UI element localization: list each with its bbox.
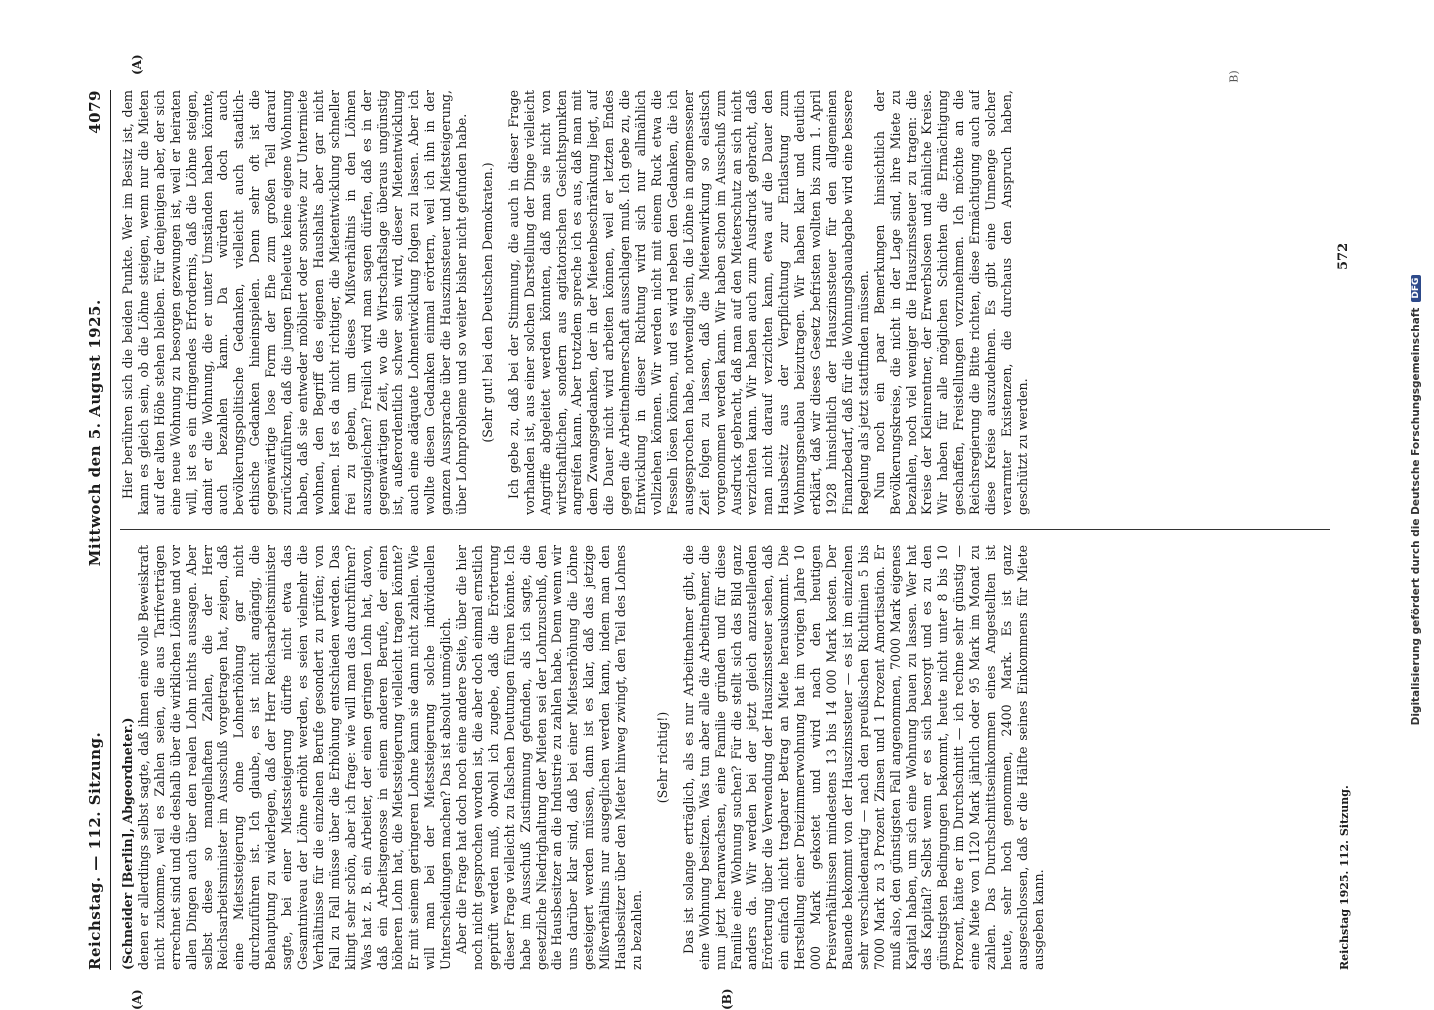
- interjection: (Sehr gut! bei den Deutschen Demokraten.): [480, 90, 496, 515]
- speaker-line: (Schneider [Berlin], Abgeordneter.): [120, 545, 136, 970]
- margin-marker-a-left: (A): [130, 989, 144, 1010]
- running-head-date: Mittwoch den 5. August 1925.: [86, 299, 104, 566]
- footer-left: Reichstag 1925. 112. Sitzung.: [1338, 785, 1351, 970]
- running-head-page: 4079: [86, 90, 104, 134]
- paragraph: Hier berühren sich die beiden Punkte. Wer im Besitz ist, dem kann es gleich sein, ob die Löhne steigen, wenn nur die Mieten auf der alten Höhe stehen bleiben. Für denjenigen aber, der sich eine neue Wohnung zu besorgen gezwungen ist, weil er heiraten will, ist es ein dringendes Erfordernis, daß die Löhne steigen, damit er die Wohnung, die er unter Umständen haben könnte, auch bezahlen kann. Da würden doch auch bevölkerungspolitische Gedanken, vielleicht auch staatlich-ethische Gedanken hineinspielen. Denn sehr oft ist die gegenwärtige lose Form der Ehe zum großen Teil darauf zurückzuführen, daß die jungen Eheleute keine eigene Wohnung haben, daß sie entweder möbliert oder sonstwie zur Untermiete wohnen, den Begriff des eigenen Haushalts aber gar nicht kennen. Ist es da nicht richtiger, die Mietentwicklung schneller frei zu geben, um dieses Mißverhältnis in den Löhnen auszugleichen? Freilich wird man sagen dürfen, daß es in der gegenwärtigen Zeit, wo die Wirtschaftslage überaus ungünstig ist, außerordentlich schwer sein wird, dieser Mietentwicklung auch eine adäquate Lohnentwicklung folgen zu lassen. Aber ich wollte diesen Gedanken einmal erörtern, weil ich ihn in der ganzen Aussprache über die Hauszinssteuer und Mietsteigerung, über Lohnprobleme und so weiter bisher nicht gefunden habe.: [120, 90, 470, 515]
- page-number: 572: [1336, 243, 1351, 270]
- running-head: [80, 90, 111, 970]
- column-divider: [120, 529, 1330, 530]
- paragraph: denen er allerdings selbst sagte, daß ihnen eine volle Beweiskraft nicht zukomme, weil es Zahlen seien, die aus Tarifverträgen errechnet sind und die deshalb über die wirklichen Löhne und vor allen Dingen auch über den realen Lohn nichts aussagen. Aber selbst diese so mangelhaften Zahlen, die der Herr Reichsarbeitsminister im Ausschuß vorgetragen hat, zeigen, daß eine Mietssteigerung ohne Lohnerhöhung gar nicht durchzuführen ist. Ich glaube, es ist nicht angängig, die Behauptung zu widerlegen, daß der Herr Reichsarbeitsminister sagte, bei einer Mietssteigerung dürfte nicht etwa das Gesamtniveau der Löhne erhöht werden, es seien vielmehr die Verhältnisse für die einzelnen Berufe gesondert zu prüfen; von Fall zu Fall müsse über die Erhöhung entschieden werden. Das klingt sehr schön, aber ich frage: wie will man das durchführen? Was hat z. B. ein Arbeiter, der einen geringen Lohn hat, davon, daß ein Arbeitsgenosse in einem anderen Berufe, der einen höheren Lohn hat, die Mietssteigerung vielleicht tragen könnte? Er mit seinem geringeren Lohne kann sie dann nicht zahlen. Wie will man bei der Mietssteigerung solche individuellen Unterscheidungen machen? Das ist absolut unmöglich.: [136, 545, 454, 970]
- margin-mark-b: B): [1228, 70, 1241, 82]
- left-column: [120, 545, 1330, 970]
- margin-marker-a-right: (A): [130, 54, 144, 75]
- margin-marker-b-left: (B): [720, 989, 734, 1010]
- paragraph: Aber die Frage hat doch noch eine andere Seite, über die hier noch nicht gesprochen worden ist, die aber doch einmal ernstlich geprüft werden muß, obwohl ich zugebe, daß die Erörterung dieser Frage vielleicht zu falschen Deutungen führen könnte. Ich habe im Ausschuß Zustimmung gefunden, als ich sagte, die gesetzliche Niedrighaltung der Mieten sei der Lohnzuschuß, den die Hausbesitzer an die Industrie zu zahlen habe. Denn wenn wir uns darüber klar sind, daß bei einer Mietserhöhung die Löhne gesteigert werden müssen, dann ist es klar, daß das jetzige Mißverhältnis nur ausgeglichen werden kann, indem man den Hausbesitzer über den Mieter hinweg zwingt, den Teil des Lohnes zu bezahlen.: [454, 545, 645, 970]
- paragraph: Ich gebe zu, daß bei der Stimmung, die auch in dieser Frage vorhanden ist, aus einer solchen Darstellung der Dinge vielleicht Angriffe abgeleitet werden könnten, daß man sie nicht von wirtschaftlichen, sondern aus agitatorischen Gesichtspunkten angreifen kann. Aber trotzdem spreche ich es aus, daß man mit dem Zwangsgedanken, der in der Mietenbeschränkung liegt, auf die Dauer nicht wird arbeiten können, weil er letzten Endes gegen die Arbeitnehmerschaft ausschlagen muß. Ich gebe zu, die Entwicklung in dieser Richtung wird sich nur allmählich vollziehen können. Wir werden nicht mit einem Ruck etwa die Fesseln lösen können, und es wird neben den Gedanken, die ich ausgesprochen habe, notwendig sein, die Löhne in angemessener Zeit folgen zu lassen, daß die Mietenwirkung so elastisch vorgenommen werden kann. Wir haben schon im Ausschuß zum Ausdruck gebracht, daß man auf den Mieterschutz an sich nicht verzichten kann. Wir haben auch zum Ausdruck gebracht, daß man nicht darauf verzichten kann, etwa auf die Dauer den Hausbesitz aus der Verpflichtung zur Entlastung zum Wohnungsneubau beizutragen. Wir haben klar und deutlich erklärt, daß wir dieses Gesetz befristen wollten bis zum 1. April 1928 hinsichtlich der Hauszinssteuer für den allgemeinen Finanzbedarf, daß für die Wohnungsbauabgabe wird eine bessere Regelung als jetzt stattfinden müssen.: [506, 90, 872, 515]
- paragraph: Das ist solange erträglich, als es nur Arbeitnehmer gibt, die eine Wohnung besitzen. Was tun aber alle die Arbeitnehmer, die nun jetzt heranwachsen, eine Familie gründen und für diese Familie eine Wohnung suchen? Für die stellt sich das Bild ganz anders da. Wir werden bei der jetzt gleich anzustellenden Erörterung über die Verwendung der Hauszinssteuer sehen, daß ein einfach nicht tragbarer Betrag an Miete herauskommt. Die Herstellung einer Dreizimmerwohnung hat im vorigen Jahre 10 000 Mark gekostet und wird nach den heutigen Preisverhältnissen mindestens 13 bis 14 000 Mark kosten. Der Bauende bekommt von der Hauszinssteuer — es ist im einzelnen sehr verschiedenartig — nach den preußischen Richtlinien 5 bis 7000 Mark zu 3 Prozent Zinsen und 1 Prozent Amortisation. Er muß also, den günstigsten Fall angenommen, 7000 Mark eigenes Kapital haben, um sich eine Wohnung bauen zu lassen. Wer hat das Kapital? Selbst wenn er es sich besorgt und es zu den günstigsten Bedingungen bekommt, heute nicht unter 8 bis 10 Prozent, hätte er im Durchschnitt — ich rechne sehr günstig — eine Miete von 1120 Mark jährlich oder 95 Mark im Monat zu zahlen. Das Durchschnittseinkommen eines Angestellten ist heute, sehr hoch genommen, 2400 Mark. Es ist ganz ausgeschlossen, daß er die Hälfte seines Einkommens für Miete ausgeben kann.: [681, 545, 1047, 970]
- rotated-page-content: [80, 90, 1380, 970]
- credit-text: Digitalisierung gefördert durch die Deutsche Forschungsgemeinschaft: [1410, 308, 1422, 726]
- paragraph: Nun noch ein paar Bemerkungen hinsichtlich der Bevölkerungskreise, die nicht in der Lage sind, ihre Miete zu bezahlen, noch viel weniger die Hauszinssteuer zu tragen: die Kreise der Kleinrentner, der Erwerbslosen und ähnliche Kreise. Wir haben für alle möglichen Schichten die Ermächtigung geschaffen, Freistellungen vorzunehmen. Ich möchte an die Reichsregierung die Bitte richten, diese Ermächtigung auch auf diese Kreise auszudehnen. Es gibt eine Unmenge solcher verarmter Existenzen, die durchaus den Anspruch haben, geschützt zu werden.: [872, 90, 1031, 515]
- dfg-logo-icon: DFG: [1411, 275, 1421, 302]
- interjection: (Sehr richtig!): [655, 545, 671, 970]
- digitization-credit: [1405, 5, 1427, 995]
- running-head-left: Reichstag. — 112. Sitzung.: [86, 732, 104, 970]
- right-column: [120, 90, 1330, 515]
